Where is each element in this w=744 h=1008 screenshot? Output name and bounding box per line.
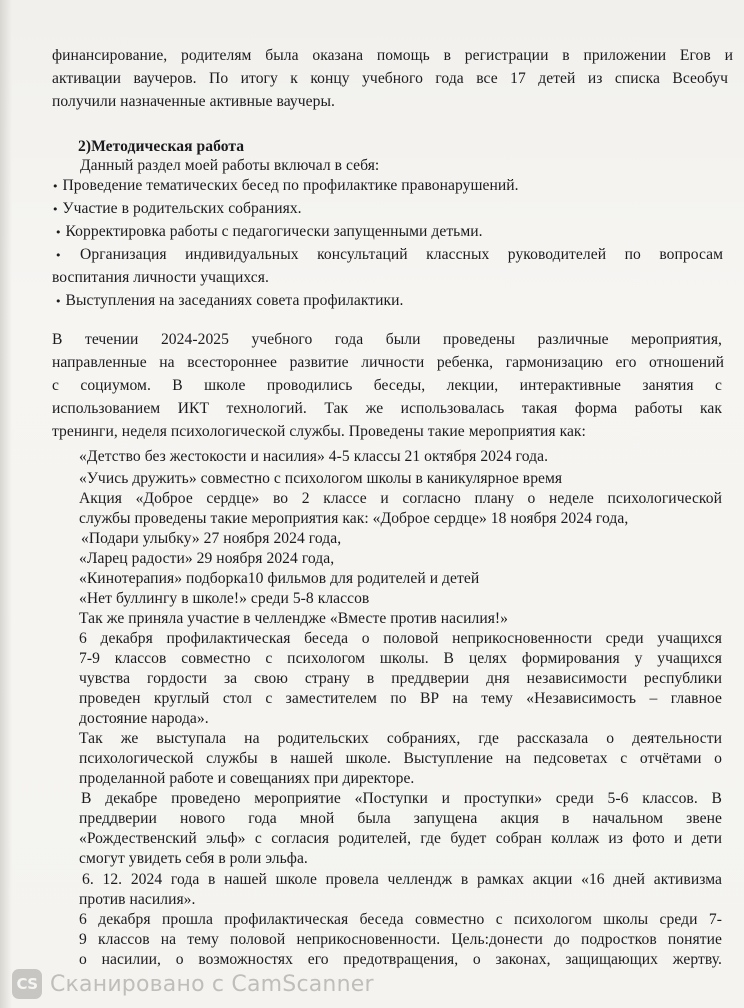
section-heading: 2)Методическая работа	[78, 138, 245, 155]
text-line: активации ваучеров. По итогу к концу учебного года все 17 детей из списка Всеобуч	[52, 70, 728, 87]
camscanner-logo-icon: CS	[12, 969, 42, 999]
bullet-item	[52, 199, 302, 220]
text-line: чувства гордости за свою страну в преддверии дня независимости республики	[79, 670, 722, 687]
text-line: Так же приняла участие в челлендже «Вместе против насилия!»	[79, 610, 509, 627]
text-line: 9 классов на тему половой неприкосновенности. Цель:донести до подростков понятие	[79, 931, 722, 948]
bullet-marker: •	[52, 203, 59, 216]
text-line: тренинги, неделя психологической службы. Проведены такие мероприятия как:	[52, 423, 586, 440]
scanner-watermark	[12, 968, 374, 1000]
text-line: 7-9 классов совместно с психологом школы. В целях формирования у учащихся	[79, 650, 722, 667]
text-line: смогут увидеть себя в роли эльфа.	[79, 850, 308, 867]
text-line: Данный раздел моей работы включал в себя:	[80, 157, 380, 174]
text-line: воспитания личности учащихся.	[52, 269, 269, 286]
bullet-text: Участие в родительских собраниях.	[62, 200, 302, 217]
text-line: «Нет буллингу в школе!» среди 5-8 классов	[79, 590, 370, 607]
text-line: использованием ИКТ технологий. Так же использовалась такая форма работы как	[52, 400, 722, 417]
text-line: финансирование, родителям была оказана помощь в регистрации в приложении Егов и	[52, 47, 733, 64]
text-line: В течении 2024-2025 учебного года были проведены различные мероприятия,	[52, 331, 722, 348]
text-line: Так же выступала на родительских собраниях, где рассказала о деятельности	[79, 730, 722, 747]
bullet-marker: •	[55, 226, 62, 239]
text-line: психологической службы в нашей школе. Выступление на педсоветах с отчётами о	[79, 750, 722, 767]
text-line: преддверии нового года мной была запущена акция в начальном звене	[79, 810, 722, 827]
text-line: «Ларец радости» 29 ноября 2024 года,	[79, 550, 335, 567]
text-line: Акция «Доброе сердце» во 2 классе и согласно плану о неделе психологической	[79, 490, 722, 507]
bullet-text: Проведение тематических бесед по профилактике правонарушений.	[62, 177, 519, 194]
text-line: «Кинотерапия» подборка10 фильмов для родителей и детей	[79, 570, 480, 587]
bullet-marker: •	[55, 295, 62, 308]
text-line: достояние народа».	[79, 710, 209, 727]
text-line: 6 декабря прошла профилактическая беседа совместно с психологом школы среди 7-	[79, 911, 722, 928]
bullet-marker: •	[52, 180, 59, 193]
text-line: 6 декабря профилактическая беседа о половой неприкосновенности среди учащихся	[79, 630, 722, 647]
text-line: проведен круглый стол с заместителем по ВР на тему «Независимость – главное	[79, 690, 722, 707]
bullet-item	[55, 245, 723, 266]
text-line: «Учись дружить» совместно с психологом школы в каникулярное время	[79, 470, 563, 487]
bullet-text: Организация индивидуальных консультаций классных руководителей по вопросам	[80, 246, 723, 263]
bullet-text: Выступления на заседаниях совета профилактики.	[65, 292, 404, 309]
text-line: «Подари улыбку» 27 ноября 2024 года,	[81, 530, 342, 547]
text-line: службы проведены такие мероприятия как: «Доброе сердце» 18 ноября 2024 года,	[79, 510, 629, 527]
bullet-marker: •	[55, 249, 62, 262]
bullet-item	[52, 176, 519, 197]
text-line: о насилии, о возможностях его предотвращения, о законах, защищающих жертву.	[79, 951, 722, 968]
text-line: направленные на всестороннее развитие личности ребенка, гармонизацию его отношений	[52, 354, 724, 371]
bullet-item	[55, 291, 403, 312]
text-line: против насилия».	[79, 891, 196, 908]
bullet-text: Корректировка работы с педагогически запущенными детьми.	[65, 223, 483, 240]
scanner-watermark-text: Сканировано с CamScanner	[50, 971, 374, 997]
text-line: «Рождественский эльф» с согласия родителей, где будет собран коллаж из фото и дети	[79, 830, 722, 847]
text-line: с социумом. В школе проводились беседы, лекции, интерактивные занятия с	[52, 377, 722, 394]
text-line: получили назначенные активные ваучеры.	[52, 93, 335, 110]
page-edge-shadow	[0, 0, 12, 1008]
bullet-item	[55, 222, 483, 243]
text-line: проделанной работе и совещаниях при директоре.	[79, 770, 415, 787]
text-line: В декабре проведено мероприятие «Поступки и проступки» среди 5-6 классов. В	[81, 790, 722, 807]
text-line: «Детство без жестокости и насилия» 4-5 классы 21 октября 2024 года.	[79, 448, 549, 465]
text-line: 6. 12. 2024 года в нашей школе провела челлендж в рамках акции «16 дней активизма	[82, 871, 722, 888]
